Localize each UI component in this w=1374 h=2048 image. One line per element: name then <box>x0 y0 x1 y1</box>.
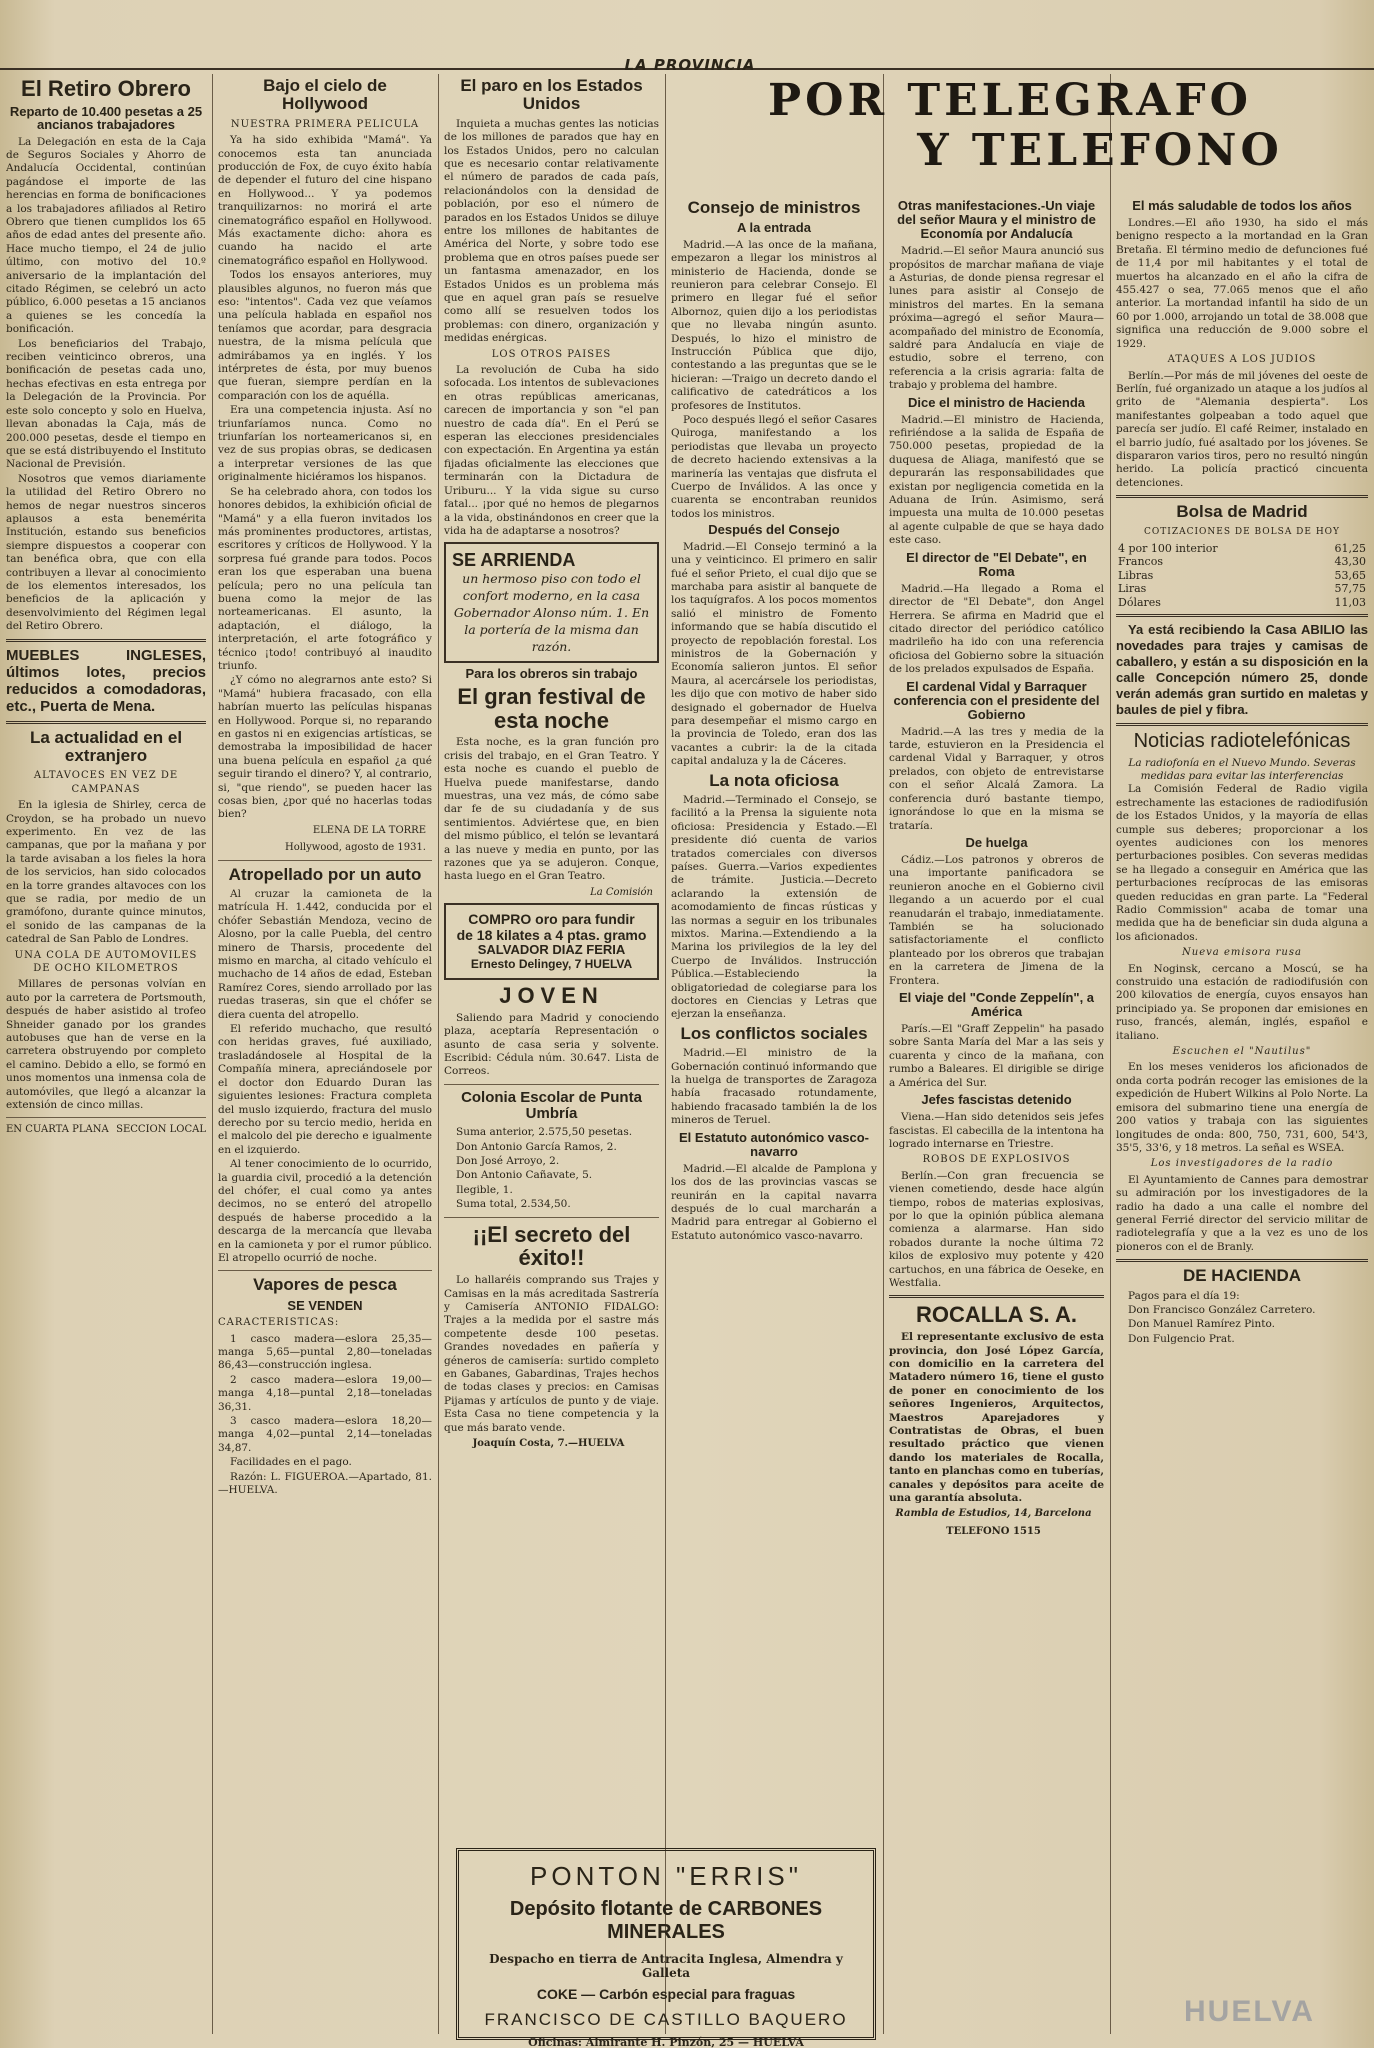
pago-line: Pagos para el día 19: <box>1128 1289 1240 1302</box>
column-rule <box>883 74 884 2034</box>
headline-hollywood: Bajo el cielo de Hollywood <box>263 76 387 114</box>
bolsa-label: Francos <box>1118 555 1163 569</box>
article-paragraph: París.—El "Graff Zeppelin" ha pasado sobre Santa María del Mar a las seis y cuarenta y cinco de la mañana, con rumbo a Baleares. El dirigible se dirige a América del Sur. <box>889 1023 1104 1089</box>
headline-secreto: ¡¡El secreto del éxito!! <box>472 1221 631 1271</box>
bolsa-label: Libras <box>1118 568 1154 582</box>
donation-line: Don Antonio García Ramos, 2. <box>456 1140 617 1153</box>
table-row <box>1116 542 1368 555</box>
headline-rocalla: ROCALLA S. A. <box>916 1302 1077 1328</box>
ad-se-arrienda-text: un hermoso piso con todo el confort moderno, en la casa Gobernador Alonso núm. 1. En la portería de la misma dan razón. <box>453 571 650 654</box>
vapor-item: 3 casco madera—eslora 18,20—manga 4,02—puntal 2,14—toneladas 34,87. <box>218 1415 432 1454</box>
ad-rocalla-phone: TELEFONO 1515 <box>946 1525 1041 1537</box>
ad-compro-line: de 18 kilates a 4 ptas. gramo <box>456 927 647 944</box>
column-rule <box>212 74 213 2034</box>
article-paragraph: Madrid.—El ministro de la Gobernación continuó informando que la huelga de transportes de Zaragoza había fracasado rotundamente, habiendo fracasado también la de los mineros de Teruel. <box>671 1047 877 1127</box>
headline-retiro-obrero: El Retiro Obrero <box>21 76 191 101</box>
subhead-otros-paises: LOS OTROS PAISES <box>491 348 612 360</box>
section-divider <box>1116 1259 1368 1262</box>
archive-watermark: HUELVA <box>1184 1995 1315 2028</box>
vapor-item: Facilidades en el pago. <box>230 1456 352 1469</box>
section-divider <box>444 1084 659 1085</box>
article-paragraph: Millares de personas volvían en auto por la carretera de Portsmouth, después de haber asistido al trofeo Shneider ganado por los grandes autobuses que han de verse en la carretera obstruyendo por completo el camino. Debido a ello, se formó en unos momentos una inmensa cola de automóviles, que llegó a alcanzar la extensión de cinco millas. <box>6 978 206 1112</box>
ad-se-arrienda-title: SE ARRIENDA <box>452 550 576 571</box>
column-6 <box>1116 196 1368 2036</box>
dateline: Hollywood, agosto de 1931. <box>284 842 426 854</box>
headline-cardenal: El cardenal Vidal y Barraquer conferencia con el presidente del Gobierno <box>893 678 1100 722</box>
article-paragraph: En Noginsk, cercano a Moscú, se ha construido una estación de radiodifusión con 200 kilovatios de energía, cuyos ensayos han principiado ya. Se proponen dar emisiones en ruso, francés, alemán, inglés, español e italiano. <box>1116 962 1368 1042</box>
vapor-item: 1 casco madera—eslora 25,35—manga 5,65—puntal 2,80—toneladas 86,43—construcción inglesa. <box>218 1332 432 1372</box>
article-paragraph: Madrid.—Terminado el Consejo, se facilitó a la Prensa la siguiente nota oficiosa: Presidencia y Estado.—El presidente dió cuenta de varios tratados comerciales con diversos países. Guerra.—Varios expedientes de trámite. Justicia.—Decreto aclarando la extensión de acomodamiento de fincas rústicas y las normas a seguir en los tribunales mixtos. Marina.—Extendiendo a la Marina los privilegios de la ley del Cuerpo de Inválidos. Instrucción Pública.—Estableciendo la obligatoriedad de colegiarse para los doctores en Ciencias y Letras que ejerzan la enseñanza. <box>671 793 877 1021</box>
pago-line: Don Fulgencio Prat. <box>1128 1332 1235 1345</box>
headline-maura: Otras manifestaciones.-Un viaje del señor Maura y el ministro de Economía por Andalucía <box>897 198 1096 242</box>
article-paragraph: Madrid.—El Consejo terminó a la una y veinticinco. El primero en salir fué el señor Prieto, el cual dijo que se marchaba para asistir al banquete de los taquígrafos. A los pocos momentos salió el ministro de Fomento informando que se había discutido el proyecto de repoblación forestal. Los ministros de la Gobernación y Economía salieron juntos. El señor Maura, al acercársele los periodistas, les dijo que con motivo de haber sido designado el gobernador de Huelva para desempeñar el mismo cargo en la provincia de Toledo, eran dos las vacantes a cubrir: la de la citada capital andaluza y la de Cáceres. <box>671 540 877 768</box>
column-rule <box>1110 74 1111 2034</box>
subhead-despues: Después del Consejo <box>708 522 840 538</box>
headline-colonia: Colonia Escolar de Punta Umbría <box>461 1088 642 1123</box>
pago-line: Don Francisco González Carretero. <box>1128 1303 1316 1316</box>
column-2 <box>218 74 432 2034</box>
article-paragraph: Poco después llegó el señor Casares Quiroga, manifestando a los periodistas que llevaba un proyecto de decreto haciendo extensivas a la marinería las ventajas que disfruta el Cuerpo de Inválidos. A las once y cuarenta se encontraban reunidos todos los ministros. <box>671 414 877 520</box>
ad-ponton-line: Despacho en tierra de Antracita Inglesa, Almendra y Galleta <box>489 1952 843 1980</box>
article-paragraph: El referido muchacho, que resultó con heridas graves, fué auxiliado, trasladándosele al Hospital de la Compañía minera, apreciándosele por el doctor don Eduardo Duran las siguientes lesiones: Fractura completa del muslo izquierdo, fractura del muslo derecho por su tercio medio, herida en el malcolo del pie derecho e igualmente en el izquierdo. <box>218 1023 432 1156</box>
section-divider <box>1116 614 1368 617</box>
article-paragraph: Madrid.—A las once de la mañana, empezaron a llegar los ministros al ministerio de Hacienda, donde se reunieron para celebrar Consejo. El primero en llegar fué el señor Albornoz, quien dijo a los periodistas que no llevaba ningún asunto. Después, lo hizo el ministro de Instrucción Pública que dijo, contestando a las preguntas que se le hicieran: —Traigo un decreto dando el calificativo de catedráticos a los profesores de Institutos. <box>671 238 877 412</box>
column-3 <box>444 74 659 1844</box>
article-paragraph: Ya ha sido exhibida "Mamá". Ya conocemos esta tan anunciada producción de Fox, de cuyo éxito había de depender el futuro del cine hispano en Hollywood... Y ya podemos tranquilizarnos: no morirá el arte cinematográfico español en Hollywood. Más exactamente dicho: ahora es cuando ha nacido el arte cinematográfico español en Hollywood. <box>218 134 432 267</box>
headline-joven: JOVEN <box>499 983 604 1009</box>
headline-debate: El director de "El Debate", en Roma <box>906 549 1087 579</box>
subhead-emisora-rusa: Nueva emisora rusa <box>1182 947 1302 959</box>
section-title-telegrafo <box>660 76 1360 176</box>
table-row <box>1116 582 1368 595</box>
section-divider <box>444 1217 659 1218</box>
column-rule <box>438 74 439 2034</box>
ad-rocalla-text: El representante exclusivo de esta provincia, don José López García, con domicilio en la carretera del Matadero número 16, tiene el gusto de poner en conocimiento de los señores Ingenieros, Arquitectos, Maestros Aparejadores y Contratistas de Obras, el buen resultado práctico que vienen dando los materiales de Rocalla, tanto en planchas como en tuberías, canales y depósitos para aceite de una garantía absoluta. <box>889 1331 1104 1505</box>
donation-line: Don José Arroyo, 2. <box>456 1155 560 1168</box>
headline-fascistas: Jefes fascistas detenido <box>921 1092 1072 1108</box>
article-paragraph: Lo hallaréis comprando sus Trajes y Camisas en la más acreditada Sastrería y Camisería ANTONIO FIDALGO: Trajes a la medida por el sastre más competente desde 100 pesetas. Grandes novedades en pañería y géneros de camisería: surtido completo en Gabanes, Gabardinas, Trajes hechos de todas clases y precios: en Camisas Pijamas y artículos de punto y de viaje. Esta Casa no tiene competencia y la que más barato vende. <box>444 1274 659 1434</box>
article-paragraph: Madrid.—El alcalde de Pamplona y los dos de las provincias vascas se reunirán en la capital navarra después de lo cual marcharán a Madrid para entregar al Gobierno el Estatuto autonómico vasco-navarro. <box>671 1162 877 1242</box>
donation-line: Suma anterior, 2.575,50 pesetas. <box>456 1126 633 1139</box>
article-paragraph: Madrid.—El señor Maura anunció sus propósitos de marchar mañana de viaje a Asturias, de donde piensa regresar el lunes para asistir al Consejo de ministros del martes. En la semana próxima—agregó el señor Maura—acompañado del ministro de Economía, saldré para Andalucía en viaje de estudio, sobre el terreno, con referencia a la crisis agraria: falta de trabajo y problema del hambre. <box>889 245 1104 392</box>
subhead-se-venden: SE VENDEN <box>287 1297 363 1313</box>
section-title-line: Y TELEFONO <box>917 125 1283 176</box>
headline-zeppelin: El viaje del "Conde Zeppelín", a América <box>898 990 1095 1020</box>
subhead-reparto: Reparto de 10.400 pesetas a 25 ancianos trabajadores <box>9 103 203 133</box>
table-row <box>1116 596 1368 609</box>
headline-nota-oficiosa: La nota oficiosa <box>709 770 839 790</box>
headline-actualidad: La actualidad en el extranjero <box>29 727 183 765</box>
ad-compro-address: Ernesto Delingey, 7 HUELVA <box>470 957 633 972</box>
article-paragraph: La Comisión Federal de Radio vigila estrechamente las estaciones de radiodifusión de los Estados Unidos, y la mayoría de ellas cumple sus deberes; proporcionar a los oyentes audiciones con los menores perturbaciones posibles. Con severas medidas se ha llegado a conseguir en América que las perturbaciones recíprocas de las emisoras queden reducidas en gran parte. La "Federal Radio Commission" acaba de tomar una medida que ha de beneficiar sin duda alguna a los aficionados. <box>1116 783 1368 943</box>
ad-abilio: Ya está recibiendo la Casa ABILIO las novedades para trajes y camisas de caballero, y están a su disposición en la calle Concepción número 25, donde verán además gran surtido en maletas y baules de piel y fibra. <box>1116 621 1368 717</box>
masthead <box>0 52 1374 74</box>
ad-ponton-title: PONTON "ERRIS" <box>530 1861 802 1891</box>
article-paragraph: En los meses venideros los aficionados de onda corta podrán recoger las emisiones de la expedición de Hubert Wilkins al Polo Norte. La emisora del submarino tiene una energía de 200 vatios y trabaja con las siguientes longitudes de onda: 800, 750, 731, 600, 54'3, 35'5, 33'6, y 18 metros. La señal es WSEA. <box>1116 1061 1368 1154</box>
headline-festival: El gran festival de esta noche <box>457 683 646 733</box>
subhead-altavoces: ALTAVOCES EN VEZ DE CAMPANAS <box>33 770 179 795</box>
ad-ponton-line: COKE — Carbón especial para fraguas <box>536 1986 796 2002</box>
subhead-investigadores: Los investigadores de la radio <box>1150 1158 1334 1170</box>
subhead-radiofonia: La radiofonía en el Nuevo Mundo. Severas medidas para evitar las interferencias <box>1128 756 1356 782</box>
pago-line: Don Manuel Ramírez Pinto. <box>1128 1318 1275 1331</box>
section-divider <box>6 721 206 724</box>
ad-compro-line: COMPRO oro para fundir <box>468 911 635 928</box>
headline-de-hacienda: DE HACIENDA <box>1182 1266 1302 1286</box>
headline-bolsa: Bolsa de Madrid <box>1176 502 1308 522</box>
signature-comision: La Comisión <box>590 886 653 898</box>
bolsa-label: Liras <box>1118 582 1147 596</box>
headline-atropellado: Atropellado por un auto <box>228 864 422 884</box>
ad-compro-line: SALVADOR DIAZ FERIA <box>477 942 626 958</box>
author-signature: ELENA DE LA TORRE <box>312 824 426 836</box>
section-divider <box>218 1270 432 1271</box>
article-paragraph: En la iglesia de Shirley, cerca de Croydon, se ha probado un nuevo experimento. En vez de las campanas, que por la mañana y por la tarde avisaban a los fieles la hora de los servicios, han sido colocados en la torre grandes altavoces con los que se radia, por medio de un gramófono, durante quince minutos, el sonido de las campanas de la catedral de San Pablo de Londres. <box>6 799 206 946</box>
donation-line: Ilegible, 1. <box>456 1183 513 1196</box>
headline-saludable: El más saludable de todos los años <box>1132 198 1352 213</box>
caracteristicas-label: CARACTERISTICAS: <box>218 1317 340 1329</box>
table-row <box>1116 569 1368 582</box>
column-5 <box>889 196 1104 2036</box>
subhead-primera-pelicula: NUESTRA PRIMERA PELICULA <box>230 118 420 130</box>
article-paragraph: Madrid.—El ministro de Hacienda, refiriéndose a la salida de España de 750.000 pesetas, propiedad de la duquesa de Aliaga, manifestó que se depurarán las responsabilidades que existan por negligencia cometida en la Aduana de Irún. Asimismo, será impuesta una multa de 10.000 pesetas al agente culpable de que se haya dado este caso. <box>889 413 1104 547</box>
ad-rocalla-address: Rambla de Estudios, 14, Barcelona <box>895 1508 1092 1520</box>
article-paragraph: Al cruzar la camioneta de la matrícula H. 1.442, conducida por el chófer Sebastián Mendoza, vecino de Alosno, por la calle Puebla, del centro minero de Tharsis, procedente del mismo en marcha, al citado vehículo el muchacho de 14 años de edad, Esteban Ramírez Cores, siendo arrollado por las ruedas traseras, sin que el chófer se diera cuenta del atropello. <box>218 888 432 1021</box>
bolsa-label: 4 por 100 interior <box>1118 541 1218 555</box>
article-paragraph: Berlín.—Con gran frecuencia se vienen cometiendo, desde hace algún tiempo, robos de materias explosivas, por lo que la opinión pública alemana comienza a alarmarse. Han sido robados durante la noche última 72 kilos de explosivo muy potente y 420 cartuchos, en una fábrica de Oeseke, en Westfalia. <box>889 1169 1104 1289</box>
column-rule <box>665 74 666 2034</box>
footer-cuarta-plana: EN CUARTA PLANA <box>6 1124 109 1136</box>
bolsa-table <box>1116 542 1368 609</box>
ad-fidalgo-address: Joaquín Costa, 7.—HUELVA <box>472 1438 625 1450</box>
ad-ponton-name: FRANCISCO DE CASTILLO BAQUERO <box>484 2010 848 2029</box>
article-paragraph: Viena.—Han sido detenidos seis jefes fascistas. El cabecilla de la intentona ha logrado internarse en Triestre. <box>889 1111 1104 1150</box>
article-paragraph: Los beneficiarios del Trabajo, reciben veinticinco obreros, una bonificación de pesetas cada uno, hechas efectivas en esta entrega por la Delegación de la Provincia. Por este solo concepto y solo en Huelva, llevan abonadas la Caja, más de 200.000 pesetas, desde el tiempo en que se está distribuyendo el Instituto Nacional de Previsión. <box>6 337 206 471</box>
headline-vapores: Vapores de pesca <box>253 1275 397 1295</box>
article-paragraph: Saliendo para Madrid y conociendo plaza, aceptaría Representación o asunto de casa seria y solvente. Escribid: Cédula núm. 30.647. Lista de Correos. <box>444 1011 659 1078</box>
article-paragraph: Todos los ensayos anteriores, muy plausibles algunos, no fueron más que eso: "intentos". Cada vez que veíamos una película hablada en español nos teníamos que acordar, para desgracia nuestra, de la misma película que admirábamos ya en inglés. Y los intérpretes de ésta, por muy buenos que fueran, siempre perdían en la comparación con los de aquélla. <box>218 269 432 402</box>
ad-ponton-line: Depósito flotante de CARBONES MINERALES <box>509 1898 823 1943</box>
subhead-ataques: ATAQUES A LOS JUDIOS <box>1167 354 1317 366</box>
bolsa-value: 11,03 <box>1334 595 1366 609</box>
ad-ponton-address: Oficinas: Almirante H. Pinzón, 25 — HUELVA <box>528 2036 804 2048</box>
headline-consejo: Consejo de ministros <box>687 198 861 217</box>
column-4 <box>671 196 877 1836</box>
section-divider <box>889 1295 1104 1298</box>
section-divider <box>218 860 432 861</box>
subhead-explosivos: ROBOS DE EXPLOSIVOS <box>922 1154 1071 1166</box>
subhead-entrada: A la entrada <box>737 220 811 236</box>
ad-ponton-erris <box>456 1848 876 2048</box>
donation-line: Don Antonio Cañavate, 5. <box>456 1169 593 1182</box>
section-divider <box>1116 723 1368 726</box>
article-paragraph: ¿Y cómo no alegrarnos ante esto? Si "Mamá" hubiera fracasado, con ella habrían muerto las películas hispanas en Hollywood. Porque si, no reparando en gastos ni en exigencias artísticas, se demostraba la imposibilidad de hacer una buena película en español ¿a qué seguir tirando el dinero? Y, al contrario, si, "que riendo", se pueden hacer las cosas bien, ¿por qué no hacerlas todas bien? <box>218 674 432 821</box>
headline-conflictos: Los conflictos sociales <box>680 1023 868 1043</box>
section-divider <box>1116 495 1368 498</box>
article-paragraph: Berlín.—Por más de mil jóvenes del oeste de Berlín, fué organizado un ataque a los judíos al grito de "Alemania despierta". Los manifestantes golpeaban a todo aquel que parecía ser judío. El café Reimer, instalado en el barrio judío, fué asaltado por los jóvenes. Se dispararon varios tiros, pero no resultó ningún herido. La policía practicó cincuenta detenciones. <box>1116 369 1368 489</box>
article-paragraph: Londres.—El año 1930, ha sido el más benigno respecto a la mortandad en la Gran Bretaña. El término medio de defunciones fué de 11,4 por mil habitantes y el total de muertos ha alcanzado en el año la cifra de 455.427 o sea, 77.065 menos que el año anterior. La mortandad infantil ha sido de un 60 por 1.000, arrojando un total de 38.008 que significa una reducción de 9.000 sobre el 1929. <box>1116 217 1368 350</box>
footer-seccion-local: SECCION LOCAL <box>116 1124 206 1136</box>
vapor-item: 2 casco madera—eslora 19,00—manga 4,18—puntal 2,18—toneladas 36,31. <box>218 1373 432 1413</box>
headline-radio: Noticias radiotelefónicas <box>1133 729 1351 752</box>
table-row <box>1116 555 1368 568</box>
article-paragraph: El Ayuntamiento de Cannes para demostrar su admiración por los investigadores de la radio ha dado a una calle el nombre del general Ferrié director del servicio militar de radiotelegrafía y que a la vez es uno de los pioneros con el de Branly. <box>1116 1173 1368 1253</box>
bolsa-value: 43,30 <box>1334 555 1366 569</box>
bolsa-value: 57,75 <box>1334 582 1366 596</box>
article-paragraph: La Delegación en esta de la Caja de Seguros Sociales y Ahorro de Andalucía Occidental, continúan pagándose el importe de las herencias en forma de bonificaciones a los trabajadores afiliados al Retiro Obrero que tienen cumplidos los 65 años de edad antes del presente año. Hace mucho tiempo, el 24 de julio último, con motivo del 10.º aniversario de la implantación del citado Régimen, se celebró un acto público, 6.000 pesetas a 15 ancianos a quienes se les concedía la bonificación. <box>6 135 206 336</box>
article-paragraph: Cádiz.—Los patronos y obreros de una importante panificadora se reunieron anoche en el Gobierno civil llegando a un acuerdo por el cual reanudarán el trabajo, inmediatamente. También se ha solucionado satisfactoriamente el conflicto planteado por los obreros que trabajan en la carretera de Jimena de la Frontera. <box>889 853 1104 987</box>
ad-compro-oro <box>444 903 659 980</box>
article-paragraph: Al tener conocimiento de lo ocurrido, la guardia civil, procedió a la detención del chófer, el cual como ya antes decimos, no se enteró del atropello después de haberse procedido a la descarga de la mercancía que llevaba en la camioneta y por el rumor público. El atropello ocurrió de noche. <box>218 1158 432 1264</box>
subhead-nautilus: Escuchen el "Nautilus" <box>1172 1046 1312 1058</box>
section-title-line: POR TELEGRAFO <box>768 75 1252 126</box>
bolsa-label: Dólares <box>1118 595 1161 609</box>
ad-se-arrienda <box>444 542 659 663</box>
article-paragraph: Madrid.—A las tres y media de la tarde, estuvieron en la Presidencia el cardenal Vidal y Barraquer, y otros prelados, con objeto de entrevistarse con el señor Alcalá Zamora. La conferencia duró bastante tiempo, ignorándose lo que en la misma se trataría. <box>889 725 1104 832</box>
ad-muebles: MUEBLES INGLESES, últimos lotes, precios reducidos a comodadoras, etc., Puerta de Mena. <box>6 646 206 716</box>
section-divider <box>6 1117 206 1118</box>
bolsa-caption: COTIZACIONES DE BOLSA DE HOY <box>1144 526 1340 537</box>
bolsa-value: 61,25 <box>1334 541 1366 555</box>
article-paragraph: La revolución de Cuba ha sido sofocada. Los intentos de sublevaciones en otras repúblicas americanas, carecen de importancia y son "el pan nuestro de cada día". En el Perú se esperan las elecciones presidenciales con expectación. En Argentina ya están fijadas oficialmente las elecciones que terminarán con la Dictadura de Uriburu... Y la vida sigue su curso fatal... ¡por qué no hemos de plegarnos a la vida, obstinándonos en creer que la vida ha de adaptarse a nosotros? <box>444 364 659 537</box>
column-1 <box>6 74 206 2034</box>
headline-estatuto: El Estatuto autonómico vasco-navarro <box>679 1129 869 1159</box>
article-paragraph: Nosotros que vemos diariamente la utilidad del Retiro Obrero no hemos de negar nuestros sinceros aplausos a esta benemérita Institución, estando sus beneficios siempre dispuestos a cooperar con tan benéfica obra, que con ella contribuyen a llevar al conocimiento de los elementos interesados, los beneficios de la aplicación y desenvolvimiento del Régimen legal del Retiro Obrero. <box>6 472 206 633</box>
article-paragraph: Era una competencia injusta. Así no triunfaríamos nunca. Como no triunfarían los norteamericanos si, en vez de sus propias obras, se dedicasen a interpretar versiones de las que originalmente hiciéramos los hispanos. <box>218 404 432 484</box>
article-paragraph: Esta noche, es la gran función pro crisis del trabajo, en el Gran Teatro. Y esta noche es cuando el pueblo de Huelva puede manifestarse, dando muestras, una vez más, de cómo sabe dar fe de su ciudadanía y de sus sentimientos. Adviértese que, en bien del mismo público, el telón se levantará a las nueve y media en punto, por las razones que ya se adujeron. Conque, hasta luego en el Gran Teatro. <box>444 736 659 883</box>
bolsa-value: 53,65 <box>1334 568 1366 582</box>
headline-hacienda: Dice el ministro de Hacienda <box>907 394 1085 410</box>
vapor-item: Razón: L. FIGUEROA.—Apartado, 81.—HUELVA. <box>218 1470 432 1497</box>
subhead-obreros: Para los obreros sin trabajo <box>465 666 638 682</box>
subhead-cola: UNA COLA DE AUTOMOVILES DE OCHO KILOMETROS <box>14 949 198 974</box>
headline-huelga: De huelga <box>965 834 1028 850</box>
article-paragraph: Inquieta a muchas gentes las noticias de los millones de parados que hay en los Estados Unidos, pero no calculan que es necesario contar relativamente el número de parados de cada país, relacionándolos con la densidad de población, por eso el número de parados en los Estados Unidos se diluye entre los millones de habitantes de América del Norte, y sobre todo ese problema que en otros países puede ser un fantasma amenazador, en los Estados Unidos es un problema más que en aquel gran país se resuelve como allí se resuelven todos los problemas: con dinero, organización y medidas enérgicas. <box>444 117 659 345</box>
masthead-name: LA PROVINCIA <box>624 56 756 74</box>
section-divider <box>6 639 206 642</box>
headline-paro: El paro en los Estados Unidos <box>460 76 643 114</box>
article-paragraph: Madrid.—Ha llegado a Roma el director de "El Debate", don Angel Herrera. Se afirma en Madrid que el citado director del periódico católico madrileño ha ido con una referencia oficiosa del Gobierno sobre la situación de los prelados expulsados de España. <box>889 582 1104 676</box>
donation-line: Suma total, 2.534,50. <box>456 1198 571 1211</box>
article-paragraph: Se ha celebrado ahora, con todos los honores debidos, la exhibición oficial de "Mamá" y a ella fueron invitados los más prominentes productores, artistas, escritores y críticos de Hollywood. Y la sorpresa fué grande para todos. Pocos eran los que esperaban una buena película; pero no una película tan buena como la mejor de las norteamericanas. El asunto, la adaptación, el diálogo, la interpretación, el arte fotográfico y técnico ¡todo! contribuyó al inaudito triunfo. <box>218 485 432 672</box>
